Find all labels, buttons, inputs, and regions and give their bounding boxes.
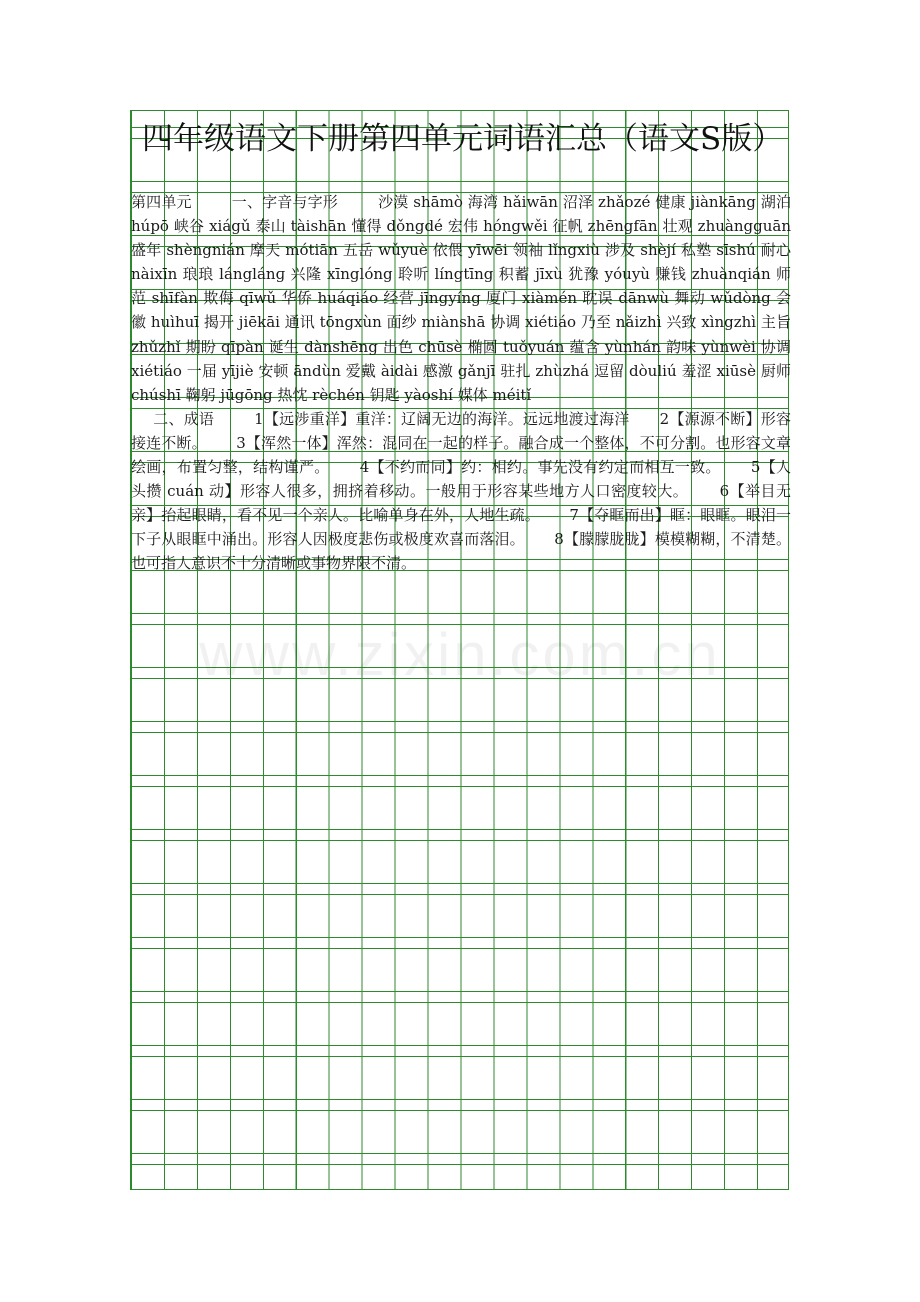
vocab-item: 诞生 dànshēng <box>268 337 383 356</box>
vocab-item: 韵味 yùnwèi <box>665 337 761 356</box>
document-body <box>131 190 796 576</box>
vocab-item: 钥匙 yàoshí <box>369 385 458 404</box>
vocab-item: 华侨 huáqiáo <box>281 289 384 308</box>
vocab-item: 宏伟 hóngwěi <box>447 217 553 236</box>
vocab-item: 感激 gǎnjī <box>422 361 501 380</box>
vocab-item: 羞涩 xiūsè <box>681 361 761 380</box>
vocab-item: 协调 xiétiáo <box>490 313 581 332</box>
vocab-item: 逗留 dòuliú <box>594 361 682 380</box>
vocab-item: 经营 jīngyíng <box>383 289 486 308</box>
vocab-item: 聆听 língtīng <box>397 265 499 284</box>
vocab-item: 琅琅 lánglánɡ <box>182 265 291 284</box>
vocab-item: 泰山 tàishān <box>255 217 352 236</box>
vocab-item: 积蓄 jīxù <box>498 265 569 284</box>
idiom-item: 3【浑然一体】浑然：混同在一起的样子。融合成一个整体，不可分割。也形容文章绘画，布置匀整，结构谨严。 <box>131 433 791 477</box>
vocab-item: 沙漠 shāmò <box>377 193 468 211</box>
idiom-list <box>131 410 791 573</box>
vocab-item: 厦门 xiàmén <box>485 289 583 308</box>
vocab-item: 乃至 nǎizhì <box>580 313 667 332</box>
vocab-item: 蕴含 yùnhán <box>569 337 666 356</box>
vocab-item: 协调 xiétiáo <box>131 337 796 380</box>
vocab-item: 兴隆 xīnglóng <box>290 265 398 284</box>
vocab-item: 耐心 nàixīn <box>131 241 796 284</box>
vocab-item: 耽误 dānwù <box>582 289 675 308</box>
idiom-item: 8【朦朦胧胧】模模糊糊，不清楚。也可指人意识不十分清晰或事物界限不清。 <box>131 530 791 573</box>
vocab-item: 犹豫 yóuyù <box>568 265 656 284</box>
vocab-item: 鞠躬 jūgōng <box>185 385 278 404</box>
vocab-item: 师范 shīfàn <box>131 265 791 308</box>
unit-label: 第四单元 <box>131 193 192 211</box>
idiom-item: 4【不约而同】约：相约。事先没有约定而相互一致。 <box>359 458 751 477</box>
vocab-item: 厨师 chúshī <box>131 361 796 404</box>
page-title: 四年级语文下册第四单元词语汇总（语文S版） <box>142 121 784 157</box>
vocab-item: 私塾 sīshú <box>680 241 761 260</box>
vocab-item: 五岳 wǔyuè <box>342 241 433 260</box>
idiom-item: 2【源源不断】形容接连不断。 <box>131 409 791 452</box>
vocab-item: 峡谷 xiágǔ <box>173 217 256 236</box>
idiom-item: 7【夺眶而出】眶：眼眶。眼泪一下子从眼眶中涌出。形容人因极度悲伤或极度欢喜而落泪。 <box>131 506 791 549</box>
vocab-item: 通讯 tōngxùn <box>284 313 387 332</box>
vocab-item: 舞动 wǔdòng <box>674 289 776 308</box>
vocab-item: 健康 jiànkāng <box>655 193 761 211</box>
vocabulary-list <box>131 193 796 404</box>
idiom-item: 6【举目无亲】抬起眼睛，看不见一个亲人。比喻单身在外，人地生疏。 <box>131 482 791 525</box>
vocab-item: 涉及 shèjí <box>604 241 681 260</box>
vocab-item: 面纱 miànshā <box>386 313 491 332</box>
vocab-item: 出色 chūsè <box>382 337 468 356</box>
idiom-item: 5【人头攒 cuán 动】形容人很多，拥挤着移动。一般用于形容某些地方人口密度较大。 <box>131 458 791 501</box>
vocab-item: 壮观 zhuàngguān <box>662 217 796 236</box>
watermark: www.zixin.com.cn <box>199 621 721 688</box>
vocab-item: 兴致 xìngzhì <box>666 313 761 332</box>
vocab-item: 赚钱 zhuànqián <box>655 265 776 284</box>
idiom-item: 1【远涉重洋】重洋：辽阔无边的海洋。远远地渡过海洋 <box>254 409 660 428</box>
vocab-item: 一届 yījiè <box>186 361 259 380</box>
section-heading-pronunciation: 一、字音与字形 <box>231 193 338 211</box>
vocab-item: 安顿 āndùn <box>258 361 346 380</box>
vocab-item: 热忱 rèchén <box>277 385 370 404</box>
vocab-item: 期盼 qīpàn <box>185 337 269 356</box>
vocab-item: 揭开 jiēkāi <box>203 313 285 332</box>
section-heading-idioms: 二、成语 <box>153 409 215 428</box>
vocab-item: 驻扎 zhùzhá <box>500 361 594 380</box>
vocab-item: 依偎 yīwēi <box>432 241 513 260</box>
vocab-item: 欺侮 qīwǔ <box>203 289 282 308</box>
vocab-item: 懂得 dǒngdé <box>351 217 448 236</box>
vocab-item: 主旨 zhǔzhǐ <box>131 313 796 356</box>
vocab-item: 椭圆 tuǒyuán <box>467 337 570 356</box>
vocab-item: 征帆 zhēngfān <box>552 217 663 236</box>
vocab-item: 爱戴 àidài <box>345 361 423 380</box>
vocab-item: 海湾 hǎiwān <box>467 193 563 211</box>
vocab-item: 摩天 mótiān <box>249 241 343 260</box>
vocab-item: 领袖 lǐngxiù <box>512 241 605 260</box>
vocab-item: 沼泽 zhǎozé <box>562 193 656 211</box>
vocab-item: 盛年 shèngnián <box>131 241 250 260</box>
vocab-item: 会徽 huìhuī <box>131 289 791 332</box>
vocab-item: 媒体 méitǐ <box>457 385 536 404</box>
vocab-item: 湖泊 húpō <box>131 193 796 236</box>
